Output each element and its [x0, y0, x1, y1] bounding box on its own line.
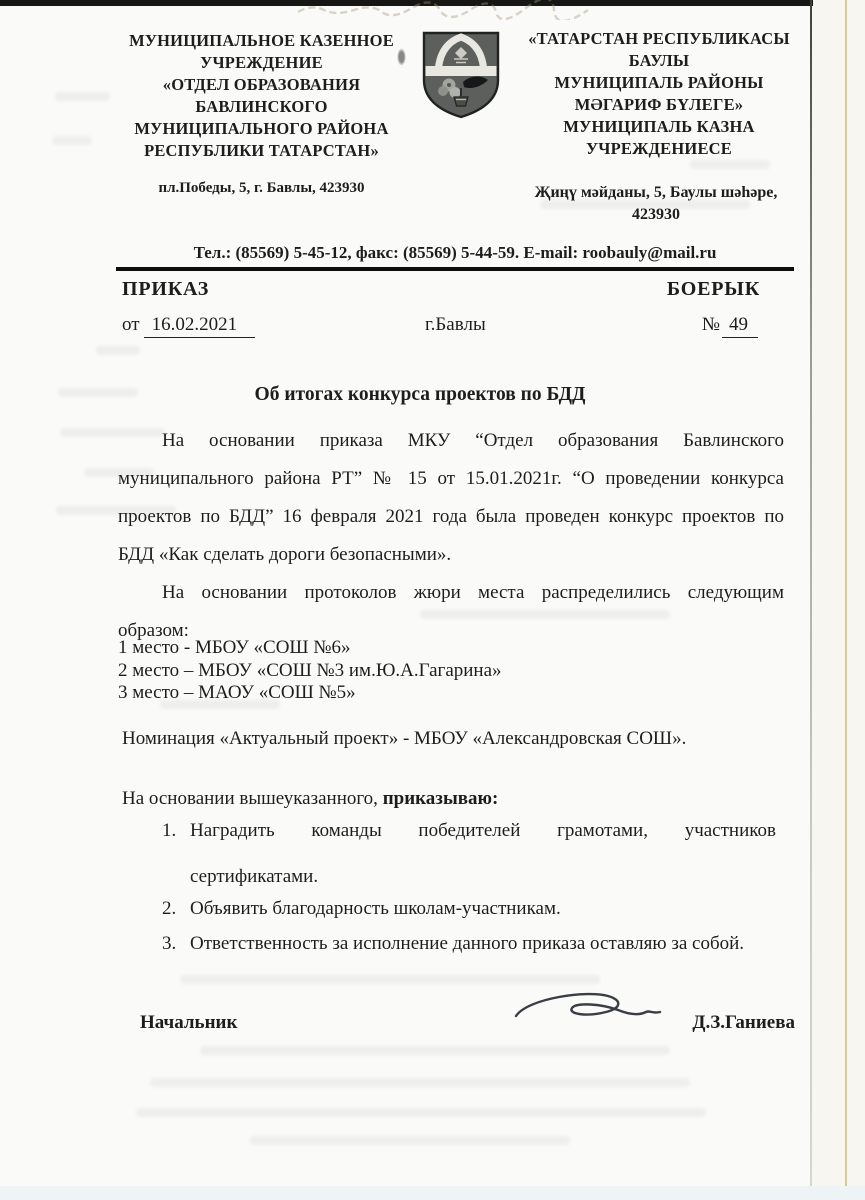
order-item-number: 2.: [162, 898, 177, 919]
paragraph-line: На основании приказа МКУ “Отдел образования Бавлинского: [162, 430, 784, 451]
order-number-label: №: [701, 314, 720, 335]
directive-intro-text: На основании вышеуказанного,: [122, 788, 383, 809]
bavly-district-coat-of-arms-icon: [420, 28, 502, 122]
page-right-edge: [810, 0, 812, 1186]
order-number-value: 49: [722, 314, 758, 338]
scan-background-line: [845, 0, 847, 1200]
directive-intro: [122, 788, 782, 810]
result-item-second-place: 2 место – МБОУ «СОШ №3 им.Ю.А.Гагарина»: [118, 659, 502, 681]
bleedthrough-line: [150, 1078, 690, 1087]
results-list: [118, 637, 718, 705]
contact-line: Тел.: (85569) 5-45-12, факс: (85569) 5-44-59. E-mail: roobauly@mail.ru: [193, 243, 717, 262]
order-place: г.Бавлы: [425, 314, 486, 335]
org-name-line: «ТАТАРСТАН РЕСПУБЛИКАСЫ: [528, 29, 790, 48]
result-item-first-place: 1 место - МБОУ «СОШ №6»: [118, 637, 351, 658]
org-name-line: МУНИЦИПАЛЬНОЕ КАЗЕННОЕ: [129, 31, 394, 50]
handwritten-signature: [510, 986, 670, 1038]
order-item-2: [162, 898, 776, 920]
paragraph-line: образом:: [118, 620, 189, 641]
address-line: Җиңү мәйданы, 5, Баулы шәһәре,: [534, 184, 778, 201]
org-name-line: МУНИЦИПАЛЬНОГО РАЙОНА: [134, 119, 389, 138]
order-label-tatar: БОЕРЫК: [666, 278, 760, 300]
paragraph-line: проектов по БДД” 16 февраля 2021 года была проведен конкурс проектов по: [118, 506, 784, 527]
nomination-line: Номинация «Актуальный проект» - МБОУ «Александровская СОШ».: [122, 728, 687, 749]
org-name-line: МУНИЦИПАЛЬ КАЗНА: [563, 117, 755, 136]
paragraph-line: муниципального района РТ” № 15 от 15.01.2021г. “О проведении конкурса: [118, 468, 784, 489]
bleedthrough-line: [180, 975, 600, 984]
order-number: [702, 314, 758, 336]
org-name-russian: [108, 30, 415, 162]
bleedthrough-line: [250, 1136, 570, 1145]
org-name-line: БАУЛЫ: [628, 51, 690, 70]
org-name-line: УЧРЕЖДЕНИЕСЕ: [586, 139, 732, 158]
header-divider-rule: [116, 267, 794, 271]
bleedthrough-handwriting-artifact: [288, 0, 648, 20]
signature-name: Д.З.Ганиева: [692, 1012, 795, 1033]
org-name-tatar: [500, 28, 818, 160]
order-item-line: Ответственность за исполнение данного приказа оставляю за собой.: [190, 933, 745, 954]
order-meta-row: [122, 314, 760, 344]
signature-role: Начальник: [140, 1012, 238, 1033]
org-name-line: РЕСПУБЛИКИ ТАТАРСТАН»: [144, 141, 379, 160]
order-label-russian: ПРИКАЗ: [122, 278, 210, 300]
bleedthrough-line: [55, 92, 110, 101]
result-item-third-place: 3 место – МАОУ «СОШ №5»: [118, 682, 356, 703]
address-tatar: [500, 182, 812, 226]
paragraph-line: На основании протоколов жюри места распределились следующим: [162, 582, 784, 603]
order-date-value: 16.02.2021: [144, 314, 256, 338]
order-item-line: Наградить команды победителей грамотами, участников: [190, 820, 776, 841]
order-item-3: [162, 933, 776, 955]
bleedthrough-line: [52, 136, 92, 145]
org-name-line: МУНИЦИПАЛЬ РАЙОНЫ: [554, 73, 764, 92]
org-name-line: БАВЛИНСКОГО: [195, 97, 328, 116]
order-item-number: 3.: [162, 933, 177, 954]
order-item-line: сертификатами.: [190, 866, 319, 887]
order-label-row: [122, 278, 760, 301]
order-item-line: Объявить благодарность школам-участникам.: [190, 898, 561, 919]
paragraph-line: БДД «Как сделать дороги безопасными».: [118, 544, 452, 565]
order-date-label: от: [122, 314, 140, 335]
org-name-line: «ОТДЕЛ ОБРАЗОВАНИЯ: [162, 75, 361, 94]
org-name-line: УЧРЕЖДЕНИЕ: [200, 53, 323, 72]
scan-bottom-strip: [0, 1186, 865, 1200]
address-line: 423930: [632, 206, 680, 223]
bleedthrough-line: [96, 346, 140, 355]
org-name-line: МӘГАРИФ БҮЛЕГЕ»: [574, 95, 744, 114]
bleedthrough-line: [200, 1046, 670, 1055]
bleedthrough-line: [136, 1108, 706, 1117]
paragraph-basis: [118, 422, 784, 574]
directive-verb: приказываю:: [382, 788, 499, 809]
order-item-number: 1.: [162, 820, 177, 841]
bleedthrough-line: [690, 160, 770, 169]
order-title: Об итогах конкурса проектов по БДД: [254, 384, 586, 405]
order-item-1: [162, 820, 776, 888]
address-russian: пл.Победы, 5, г. Бавлы, 423930: [158, 180, 365, 196]
